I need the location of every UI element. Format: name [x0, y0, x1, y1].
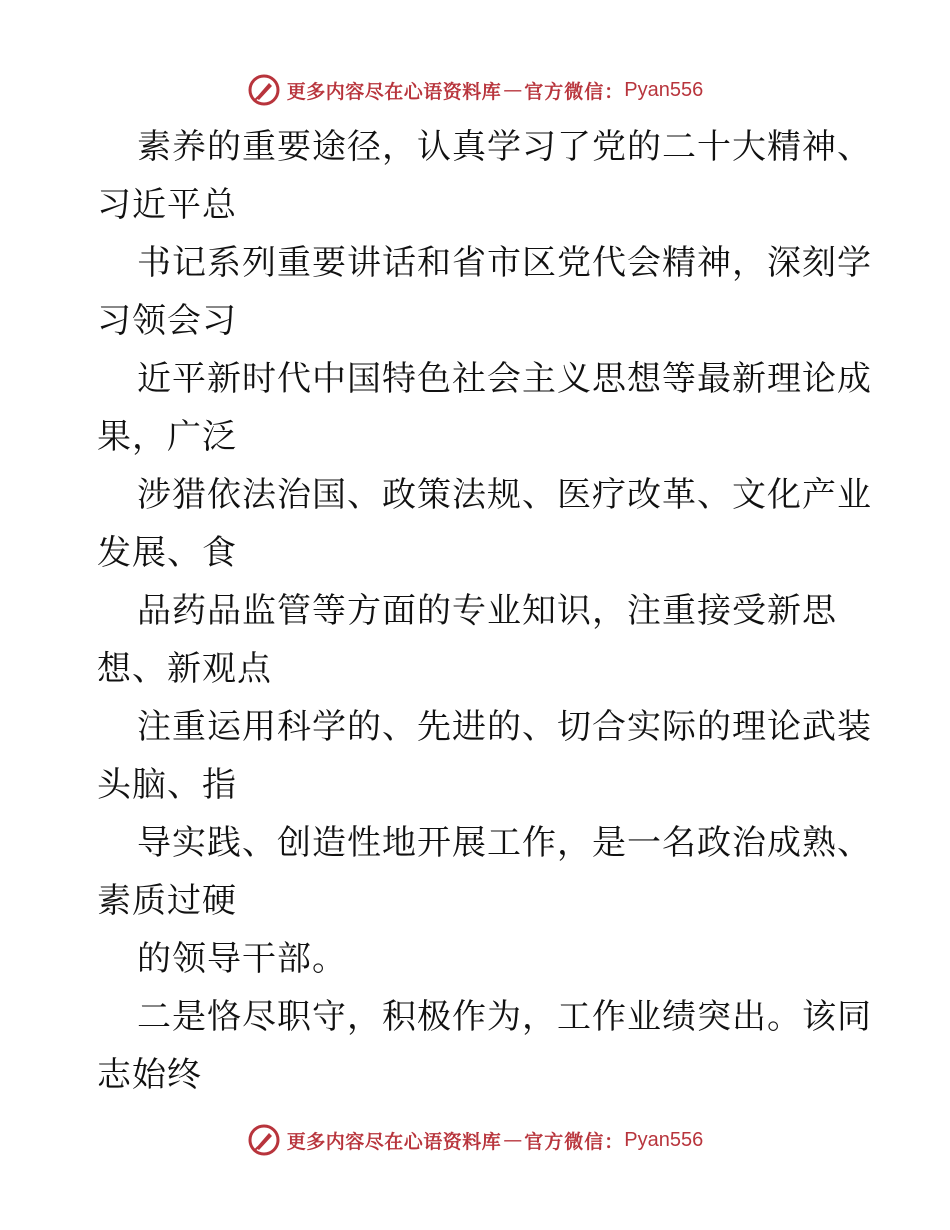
- body-text-line: 志始终: [97, 1055, 202, 1095]
- body-text-line: 品药品监管等方面的专业知识，注重接受新思: [137, 591, 837, 631]
- body-text-line: 果，广泛: [97, 417, 237, 457]
- body-text-line: 涉猎依法治国、政策法规、医疗改革、文化产业: [137, 475, 872, 515]
- body-text-line: 发展、食: [97, 533, 237, 573]
- footer-wechat-id: Pyan556: [624, 1128, 704, 1151]
- quill-circle-logo-icon: [247, 1123, 281, 1157]
- body-text-line: 导实践、创造性地开展工作，是一名政治成熟、: [137, 823, 872, 863]
- footer-wechat-label: 官方微信：: [524, 1130, 625, 1153]
- header-slogan: 更多内容尽在心语资料库: [286, 80, 502, 103]
- body-text-line: 素质过硬: [97, 881, 237, 921]
- footer-dash: —: [503, 1129, 523, 1151]
- document-body: [97, 118, 917, 1104]
- body-text-line: 习领会习: [97, 301, 237, 341]
- body-text-line: 想、新观点: [97, 649, 272, 689]
- body-text-line: 头脑、指: [97, 765, 237, 805]
- header-dash: —: [503, 79, 523, 101]
- body-text-line: 注重运用科学的、先进的、切合实际的理论武装: [137, 707, 872, 747]
- footer-slogan: 更多内容尽在心语资料库: [286, 1130, 502, 1153]
- header-wechat-label: 官方微信：: [524, 80, 625, 103]
- quill-circle-logo-icon: [247, 73, 281, 107]
- body-text-line: 素养的重要途径，认真学习了党的二十大精神、: [137, 127, 872, 167]
- header-wechat-id: Pyan556: [624, 78, 704, 101]
- body-text-line: 习近平总: [97, 185, 237, 225]
- body-text-line: 的领导干部。: [137, 939, 347, 979]
- footer-banner: [0, 1118, 950, 1162]
- body-text-line: 书记系列重要讲话和省市区党代会精神，深刻学: [137, 243, 872, 283]
- body-text-line: 二是恪尽职守，积极作为，工作业绩突出。该同: [137, 997, 872, 1037]
- body-text-line: 近平新时代中国特色社会主义思想等最新理论成: [137, 359, 872, 399]
- header-banner: [0, 68, 950, 112]
